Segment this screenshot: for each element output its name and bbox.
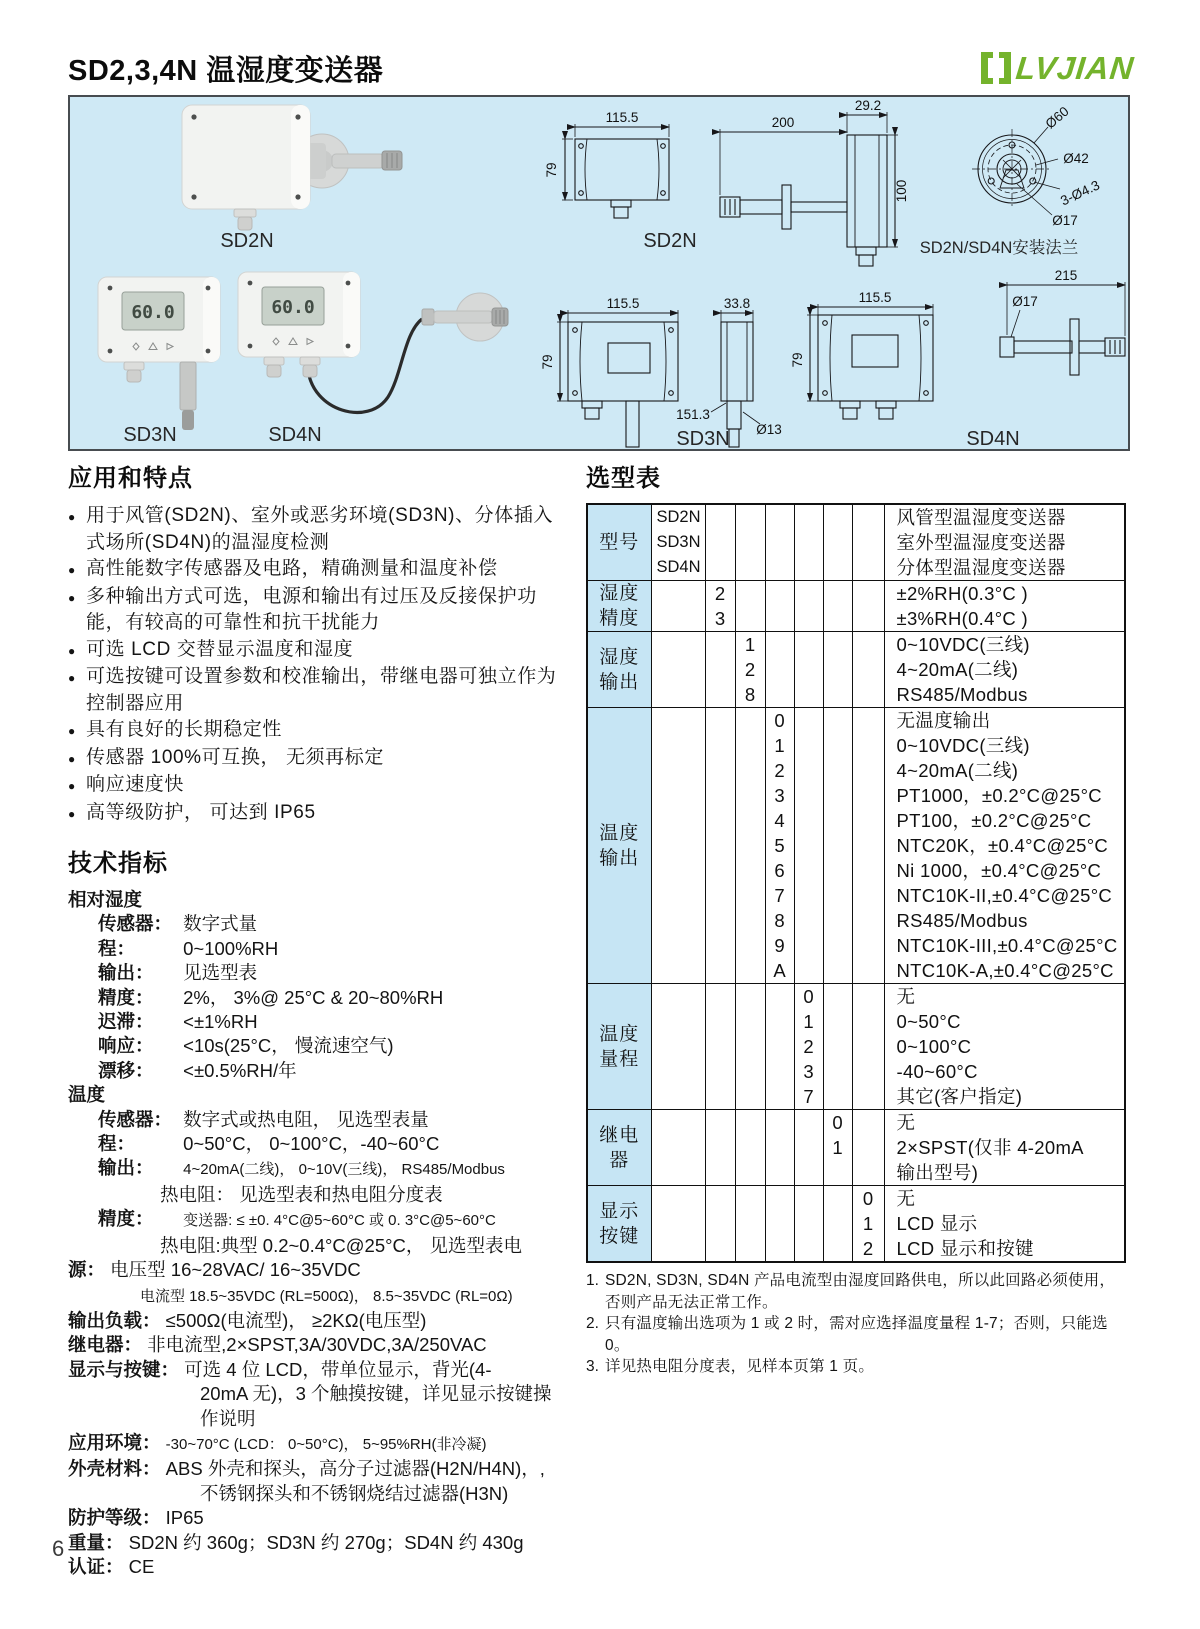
spec-value: SD2N 约 360g；SD3N 约 270g；SD4N 约 430g xyxy=(128,1531,524,1553)
selection-code-cell xyxy=(794,504,823,581)
code-line: 2 xyxy=(744,659,756,680)
spec-label: 相对湿度 xyxy=(68,889,143,910)
product-overview-panel xyxy=(68,95,1130,451)
spec-line xyxy=(68,1309,568,1333)
dim-sd4n-height: 79 xyxy=(790,352,805,368)
desc-line: 0~10VDC(三线) xyxy=(896,634,1030,655)
selection-desc-cell xyxy=(884,708,1125,984)
spec-line xyxy=(68,1132,568,1156)
right-column xyxy=(586,458,1132,1378)
sd2n-product-photo xyxy=(182,105,402,230)
spec-value: 见选型表 xyxy=(183,962,258,984)
code-line: 1 xyxy=(744,634,756,655)
dim-sd4n-probe-length: 215 xyxy=(1054,268,1078,283)
spec-line xyxy=(68,1207,568,1233)
selection-code-cell xyxy=(705,581,735,632)
spec-value: 变送器: ≤ ±0. 4°C@5~60°C 或 0. 3°C@5~60°C xyxy=(183,1212,496,1230)
spec-line xyxy=(68,1234,568,1258)
feature-bullet xyxy=(68,637,568,665)
page-title: SD2,3,4N 温湿度变送器 xyxy=(68,55,384,87)
desc-line: ±3%RH(0.4°C ) xyxy=(896,608,1028,629)
bullet-icon: ● xyxy=(68,724,76,738)
spec-value: 电流型 18.5~35VDC (RL=500Ω)， 8.5~35VDC (RL=0Ω) xyxy=(140,1287,513,1305)
selection-code-cell xyxy=(705,632,735,708)
dim-sd3n-width: 115.5 xyxy=(606,296,640,311)
spec-line xyxy=(68,1059,568,1083)
bullet-icon: ● xyxy=(68,751,76,766)
selection-code-cell xyxy=(765,708,794,984)
code-line: 3 xyxy=(803,1061,814,1082)
selection-code-cell xyxy=(794,984,823,1110)
code-line: 0 xyxy=(774,710,785,731)
sd4n-product-photo xyxy=(238,272,508,412)
spec-label: 重量： xyxy=(68,1531,124,1553)
spec-label: 响应： xyxy=(98,1035,154,1057)
desc-line: 0~100°C xyxy=(896,1036,972,1057)
spec-value: 热电阻： 见选型表和热电阻分度表 xyxy=(160,1183,443,1205)
selection-code-cell xyxy=(735,984,765,1110)
spec-line xyxy=(68,1555,568,1579)
code-line: 1 xyxy=(832,1137,843,1158)
selection-code-cell xyxy=(794,1110,823,1186)
feature-bullet xyxy=(68,503,568,556)
spec-value: 热电阻:典型 0.2~0.4°C@25°C， 见选型表电 xyxy=(160,1234,523,1256)
selection-code-cell xyxy=(794,581,823,632)
caption-sd4n-drawing: SD4N xyxy=(966,428,1020,449)
dim-sd2n-height: 79 xyxy=(544,162,559,178)
spec-label: 迟滞： xyxy=(98,1011,154,1033)
spec-line xyxy=(68,1358,568,1382)
spec-value: 作说明 xyxy=(200,1407,256,1429)
feature-bullet xyxy=(68,800,568,828)
code-line: 7 xyxy=(774,885,785,906)
selection-code-cell xyxy=(705,504,735,581)
code-line: SD3N xyxy=(656,533,701,551)
feature-text: 高等级防护， 可达到 IP65 xyxy=(86,801,316,823)
dim-probe-top: 29.2 xyxy=(854,98,882,113)
spec-line xyxy=(68,1482,568,1506)
note-number: 3. xyxy=(586,1358,599,1375)
spec-line xyxy=(68,1010,568,1034)
selection-code-cell xyxy=(705,984,735,1110)
desc-line: 0~50°C xyxy=(896,1011,961,1032)
selection-group-label: 型号 xyxy=(587,504,651,581)
spec-line xyxy=(68,1531,568,1555)
spec-line xyxy=(68,1156,568,1182)
selection-code-cell xyxy=(823,504,852,581)
spec-line xyxy=(68,888,568,912)
selection-table xyxy=(586,503,1126,1263)
caption-flange: SD2N/SD4N安装法兰 xyxy=(919,239,1079,257)
desc-line: 无 xyxy=(896,1188,916,1209)
selection-code-cell xyxy=(651,504,705,581)
selection-code-cell xyxy=(823,632,852,708)
spec-label: 外壳材料： xyxy=(68,1458,161,1480)
features-list xyxy=(68,503,568,827)
spec-line xyxy=(68,1034,568,1058)
desc-line: 4~20mA(二线) xyxy=(896,659,1019,680)
spec-line xyxy=(68,1283,568,1309)
feature-text: 高性能数字传感器及电路，精确测量和温度补偿 xyxy=(86,558,498,579)
feature-bullet xyxy=(68,745,568,773)
spec-label: 输出： xyxy=(98,1157,154,1179)
selection-code-cell xyxy=(735,504,765,581)
dim-probe-height: 100 xyxy=(894,179,909,203)
feature-text: 可选 LCD 交替显示温度和湿度 xyxy=(86,638,354,660)
selection-desc-cell xyxy=(884,1186,1125,1263)
sd2n-front-drawing xyxy=(562,124,669,218)
desc-line: 2×SPST(仅非 4-20mA xyxy=(896,1137,1084,1158)
feature-bullet xyxy=(68,717,568,745)
desc-line: -40~60°C xyxy=(896,1061,978,1082)
left-column xyxy=(68,458,568,1579)
spec-line xyxy=(68,937,568,961)
spec-label: 认证： xyxy=(68,1555,124,1577)
dim-sd3n-probe-diameter: Ø13 xyxy=(756,422,782,437)
spec-label: 传感器： xyxy=(98,913,173,935)
selection-group-row xyxy=(587,504,1125,581)
note-number: 2. xyxy=(586,1315,599,1332)
lcd-value: 60.0 xyxy=(271,297,315,318)
selection-group-label: 湿度输出 xyxy=(587,632,651,708)
selection-code-cell xyxy=(765,1186,794,1263)
spec-label: 输出负载： xyxy=(68,1309,161,1331)
spec-label: 精度： xyxy=(98,1208,154,1230)
dim-flange-inner: Ø17 xyxy=(1052,213,1078,228)
code-line xyxy=(824,1160,852,1185)
selection-desc-cell xyxy=(884,581,1125,632)
spec-label: 源： xyxy=(68,1259,106,1281)
spec-value: CE xyxy=(128,1555,155,1577)
spec-line xyxy=(68,1333,568,1357)
code-line: 2 xyxy=(714,583,726,604)
spec-label: 继电器： xyxy=(68,1334,143,1356)
spec-value: 4~20mA(二线)， 0~10V(三线)， RS485/Modbus xyxy=(183,1161,505,1179)
desc-line: RS485/Modbus xyxy=(896,684,1028,705)
selection-code-cell xyxy=(651,1186,705,1263)
spec-label: 输出： xyxy=(98,962,154,984)
code-line: SD2N xyxy=(656,508,701,526)
dim-sd3n-height: 79 xyxy=(540,354,555,370)
dim-flange-holes: 3-Ø4.3 xyxy=(1058,177,1102,209)
dim-sd2n-width: 115.5 xyxy=(605,110,639,125)
selection-group-label: 温度量程 xyxy=(587,984,651,1110)
spec-value: -30~70°C (LCD： 0~50°C)， 5~95%RH(非冷凝) xyxy=(165,1435,487,1453)
selection-desc-cell xyxy=(884,632,1125,708)
code-line: 0 xyxy=(862,1188,874,1209)
selection-desc-cell xyxy=(884,1110,1125,1186)
bullet-icon: ● xyxy=(68,590,76,605)
selection-code-cell xyxy=(705,1110,735,1186)
desc-line: 无 xyxy=(896,986,916,1007)
selection-code-cell xyxy=(735,1186,765,1263)
spec-label: 程： xyxy=(98,937,136,959)
page-number: 6 xyxy=(52,1536,65,1561)
selection-group-row xyxy=(587,708,1125,984)
selection-table-body xyxy=(587,504,1125,1262)
code-line: 5 xyxy=(774,835,785,856)
selection-group-row xyxy=(587,581,1125,632)
spec-line xyxy=(68,1382,568,1406)
code-line: 2 xyxy=(803,1036,814,1057)
selection-code-cell xyxy=(823,1186,852,1263)
desc-line: 分体型温湿度变送器 xyxy=(896,557,1066,578)
selection-code-cell xyxy=(852,632,884,708)
bullet-icon: ● xyxy=(68,510,76,524)
code-line: 2 xyxy=(862,1238,874,1259)
selection-code-cell xyxy=(823,984,852,1110)
code-line: 7 xyxy=(803,1086,814,1107)
selection-group-label: 湿度精度 xyxy=(587,581,651,632)
spec-value: 电压型 16~28VAC/ 16~35VDC xyxy=(110,1259,361,1281)
feature-text: 响应速度快 xyxy=(86,774,185,795)
spec-line xyxy=(68,1431,568,1457)
spec-value: <±0.5%RH/年 xyxy=(183,1059,297,1081)
desc-line: 室外型温湿度变送器 xyxy=(896,532,1066,553)
selection-code-cell xyxy=(852,504,884,581)
desc-line: ±2%RH(0.3°C ) xyxy=(896,583,1028,604)
caption-sd2n-photo: SD2N xyxy=(220,230,274,252)
features-title: 应用和特点 xyxy=(68,465,193,492)
selection-code-cell xyxy=(735,1110,765,1186)
bullet-icon: ● xyxy=(68,779,76,793)
spec-line xyxy=(68,1506,568,1530)
spec-line xyxy=(68,912,568,936)
spec-value: IP65 xyxy=(165,1507,204,1529)
lcd-value: 60.0 xyxy=(131,302,175,323)
selection-code-cell xyxy=(852,1186,884,1263)
selection-code-cell xyxy=(765,581,794,632)
code-line: 3 xyxy=(774,785,785,806)
code-line: 2 xyxy=(774,760,785,781)
selection-code-cell xyxy=(823,581,852,632)
dim-sd4n-width: 115.5 xyxy=(858,290,892,305)
feature-text: 多种输出方式可选，电源和输出有过压及反接保护功能，有较高的可靠性和抗干扰能力 xyxy=(86,585,537,633)
spec-line xyxy=(68,1083,568,1107)
selection-code-cell xyxy=(735,632,765,708)
selection-code-cell xyxy=(651,581,705,632)
feature-bullet xyxy=(68,664,568,717)
selection-note xyxy=(586,1313,1130,1356)
selection-code-cell xyxy=(852,984,884,1110)
sd3n-drawing xyxy=(557,310,760,447)
selection-note xyxy=(586,1270,1130,1313)
selection-code-cell xyxy=(852,708,884,984)
spec-label: 程： xyxy=(98,1133,136,1155)
feature-bullet xyxy=(68,556,568,584)
selection-code-cell xyxy=(852,581,884,632)
selection-code-cell xyxy=(794,1186,823,1263)
brand-logo-text: LVJIAN xyxy=(1014,50,1136,86)
selection-code-cell xyxy=(651,708,705,984)
note-text: SD2N, SD3N, SD4N 产品电流型由湿度回路供电，所以此回路必须使用，否则产品无法正常工作。 xyxy=(605,1272,1116,1311)
desc-line: LCD 显示和按键 xyxy=(896,1238,1034,1259)
selection-title: 选型表 xyxy=(586,465,661,492)
spec-value: 可选 4 位 LCD，带单位显示，背光(4- xyxy=(184,1358,492,1380)
desc-line: 无 xyxy=(896,1112,916,1133)
tech-lines xyxy=(68,888,568,1579)
note-text: 详见热电阻分度表，见样本页第 1 页。 xyxy=(605,1358,875,1375)
code-line: 1 xyxy=(862,1213,874,1234)
selection-group-row xyxy=(587,1186,1125,1263)
spec-value: 2%， 3%@ 25°C & 20~80%RH xyxy=(183,986,444,1008)
note-text: 只有温度输出选项为 1 或 2 时，需对应选择温度量程 1-7；否则，只能选 0。 xyxy=(605,1315,1108,1354)
spec-line xyxy=(68,1108,568,1132)
desc-line: 输出型号) xyxy=(896,1162,979,1183)
feature-text: 传感器 100%可互换， 无须再标定 xyxy=(86,746,384,768)
selection-group-label: 显示按键 xyxy=(587,1186,651,1263)
desc-line: PT1000，±0.2°C@25°C xyxy=(896,785,1102,806)
dim-sd3n-probe-length: 151.3 xyxy=(676,407,710,422)
code-line: 9 xyxy=(774,935,785,956)
selection-code-cell xyxy=(765,504,794,581)
dim-flange-bolt-circle: Ø42 xyxy=(1063,151,1089,166)
caption-sd4n-photo: SD4N xyxy=(268,424,322,446)
spec-line xyxy=(68,1457,568,1481)
selection-code-cell xyxy=(735,581,765,632)
spec-label: 精度： xyxy=(98,986,154,1008)
spec-label: 传感器： xyxy=(98,1108,173,1130)
desc-line: NTC20K，±0.4°C@25°C xyxy=(896,835,1109,856)
spec-value: 非电流型,2×SPST,3A/30VDC,3A/250VAC xyxy=(147,1334,487,1356)
spec-line xyxy=(68,1407,568,1431)
feature-text: 用于风管(SD2N)、室外或恶劣环境(SD3N)、分体插入式场所(SD4N)的温湿度检测 xyxy=(86,505,554,553)
selection-code-cell xyxy=(705,1186,735,1263)
code-line: 8 xyxy=(744,684,756,705)
selection-desc-cell xyxy=(884,504,1125,581)
desc-line: 其它(客户指定) xyxy=(896,1086,1023,1107)
desc-line: RS485/Modbus xyxy=(896,910,1028,931)
dim-sd4n-probe-diameter: Ø17 xyxy=(1012,294,1038,309)
selection-group-label: 温度输出 xyxy=(587,708,651,984)
code-line: A xyxy=(773,960,786,981)
product-drawings xyxy=(70,97,1128,449)
spec-value: 不锈钢探头和不锈钢烧结过滤器(H3N) xyxy=(200,1482,509,1504)
desc-line: LCD 显示 xyxy=(896,1213,978,1234)
note-number: 1. xyxy=(586,1272,599,1289)
spec-line xyxy=(68,961,568,985)
desc-line: 风管型温湿度变送器 xyxy=(896,507,1066,528)
bullet-icon: ● xyxy=(68,643,76,658)
spec-value: ABS 外壳和探头，高分子过滤器(H2N/H4N)，, xyxy=(165,1458,545,1480)
feature-bullet xyxy=(68,772,568,800)
selection-group-label: 继电器 xyxy=(587,1110,651,1186)
selection-code-cell xyxy=(794,632,823,708)
spec-value: 0~100%RH xyxy=(183,937,279,959)
spec-line xyxy=(68,1183,568,1207)
bullet-icon: ● xyxy=(68,806,76,821)
spec-value: 数字式或热电阻， 见选型表量 xyxy=(183,1108,429,1130)
code-line: SD4N xyxy=(656,558,701,576)
feature-text: 具有良好的长期稳定性 xyxy=(86,719,283,740)
spec-label: 防护等级： xyxy=(68,1507,161,1529)
spec-label: 漂移： xyxy=(98,1059,154,1081)
selection-group-row xyxy=(587,632,1125,708)
dim-probe-length: 200 xyxy=(771,115,795,130)
tech-title: 技术指标 xyxy=(68,850,168,877)
selection-code-cell xyxy=(765,984,794,1110)
code-line: 8 xyxy=(774,910,785,931)
spec-value: 0~50°C， 0~100°C，-40~60°C xyxy=(183,1133,440,1155)
selection-code-cell xyxy=(823,1110,852,1186)
spec-value: ≤500Ω(电流型)， ≥2KΩ(电压型) xyxy=(165,1309,427,1331)
sd4n-drawing xyxy=(807,282,1125,419)
desc-line: 无温度输出 xyxy=(896,710,991,731)
spec-line xyxy=(68,1258,568,1282)
spec-value: 20mA 无)，3 个触摸按键，详见显示按键操 xyxy=(200,1383,552,1405)
brand-bracket-icon xyxy=(979,50,1013,86)
spec-label: 温度 xyxy=(68,1084,106,1106)
desc-line: NTC10K-III,±0.4°C@25°C xyxy=(896,935,1118,956)
code-line: 1 xyxy=(774,735,785,756)
selection-code-cell xyxy=(651,984,705,1110)
selection-code-cell xyxy=(765,1110,794,1186)
selection-desc-cell xyxy=(884,984,1125,1110)
selection-notes xyxy=(586,1270,1130,1378)
desc-line: Ni 1000，±0.4°C@25°C xyxy=(896,860,1102,881)
selection-note xyxy=(586,1356,1130,1378)
selection-code-cell xyxy=(651,1110,705,1186)
caption-sd2n-drawing: SD2N xyxy=(643,230,697,252)
spec-value: <±1%RH xyxy=(183,1011,258,1033)
selection-group-row xyxy=(587,984,1125,1110)
spec-line xyxy=(68,986,568,1010)
sd2n-probe-drawing xyxy=(720,112,898,266)
dim-sd3n-side-width: 33.8 xyxy=(723,296,751,311)
selection-code-cell xyxy=(705,708,735,984)
code-line: 0 xyxy=(803,986,814,1007)
flange-drawing xyxy=(972,127,1060,215)
selection-code-cell xyxy=(651,632,705,708)
desc-line: PT100，±0.2°C@25°C xyxy=(896,810,1092,831)
bullet-icon: ● xyxy=(68,563,76,577)
code-line: 0 xyxy=(832,1112,843,1133)
code-line: 1 xyxy=(803,1011,814,1032)
caption-sd3n-drawing: SD3N xyxy=(676,428,730,449)
desc-line: 0~10VDC(三线) xyxy=(896,735,1030,756)
code-line: 6 xyxy=(774,860,785,881)
selection-code-cell xyxy=(794,708,823,984)
code-line: 3 xyxy=(714,608,726,629)
feature-text: 可选按键可设置参数和校准输出，带继电器可独立作为控制器应用 xyxy=(86,666,557,714)
dim-flange-outer: Ø60 xyxy=(1042,103,1072,132)
spec-label: 显示与按键： xyxy=(68,1358,180,1380)
spec-label: 应用环境： xyxy=(68,1431,161,1453)
spec-value: 数字式量 xyxy=(183,913,258,935)
feature-bullet xyxy=(68,584,568,637)
desc-line: 4~20mA(二线) xyxy=(896,760,1019,781)
selection-code-cell xyxy=(823,708,852,984)
sd3n-product-photo xyxy=(98,277,220,430)
selection-code-cell xyxy=(765,632,794,708)
code-line: 4 xyxy=(774,810,785,831)
brand-logo xyxy=(979,50,1134,86)
bullet-icon: ● xyxy=(68,671,76,685)
selection-code-cell xyxy=(735,708,765,984)
selection-code-cell xyxy=(852,1110,884,1186)
desc-line: NTC10K-A,±0.4°C@25°C xyxy=(896,960,1114,981)
selection-group-row xyxy=(587,1110,1125,1186)
spec-value: <10s(25°C， 慢流速空气) xyxy=(183,1035,394,1057)
caption-sd3n-photo: SD3N xyxy=(123,424,177,446)
desc-line: NTC10K-II,±0.4°C@25°C xyxy=(896,885,1113,906)
